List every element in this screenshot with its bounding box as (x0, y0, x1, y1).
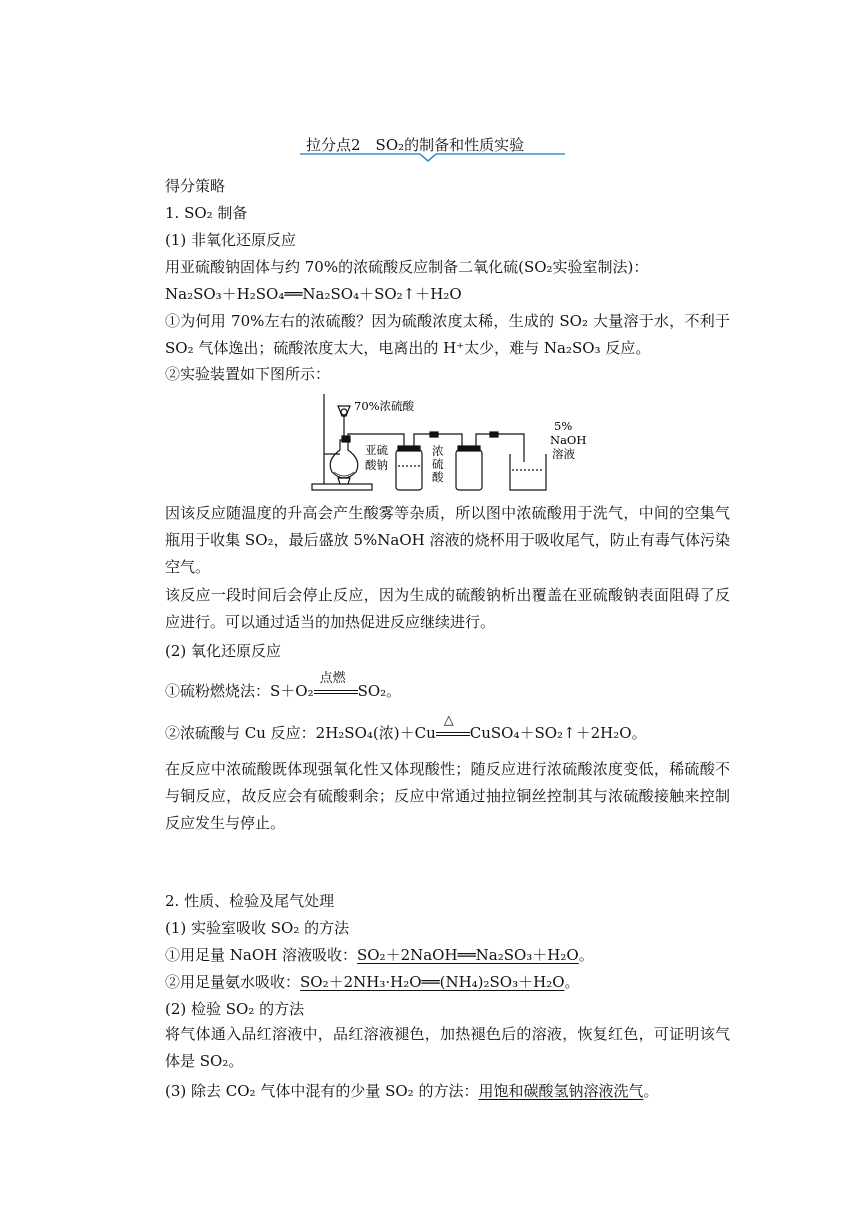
method1-prefix: ①用足量 NaOH 溶液吸收： (165, 946, 357, 964)
part1-paragraph2 (165, 582, 730, 636)
part2-heading: 2. 性质、检验及尾气处理 (165, 892, 335, 910)
label-naoh-1: 5% (554, 419, 573, 433)
reaction1-arrow (314, 671, 358, 702)
paragraph3-text: 在反应中浓硫酸既体现强氧化性又体现酸性；随反应进行浓硫酸浓度变低，稀硫酸不与铜反应，故反应会有硫酸剩余；反应中常通过抽拉铜丝控制其与浓硫酸接触来控制反应发生与停止。 (165, 760, 730, 832)
part1-paragraph3 (165, 756, 730, 837)
reaction1 (165, 671, 402, 702)
label-salt-2: 酸钠 (365, 458, 388, 472)
paragraph2-text: 该反应一段时间后会停止反应，因为生成的硫酸钠析出覆盖在亚硫酸钠表面阻碍了反应进行。可以通过适当的加热促进反应继续进行。 (165, 586, 730, 631)
method1 (165, 944, 594, 966)
part2-sub3-period: 。 (643, 1082, 659, 1100)
reaction2-condition: △ (443, 713, 454, 728)
reaction2-arrow (436, 713, 470, 744)
part1-paragraph1 (165, 500, 730, 581)
part2-sub3-answer: 用饱和碳酸氢钠溶液洗气 (478, 1082, 644, 1100)
label-conc-3: 酸 (432, 470, 444, 484)
question1-text: ①为何用 70%左右的浓硫酸？因为硫酸浓度太稀，生成的 SO₂ 大量溶于水，不利于 SO₂ 气体逸出；硫酸浓度太大，电离出的 H⁺太少，难与 Na₂SO₃ 反应。 (165, 312, 730, 357)
reaction2-equals-sign (436, 732, 470, 736)
method1-equation: SO₂＋2NaOH══Na₂SO₃＋H₂O (356, 946, 579, 964)
label-conc-1: 浓 (432, 444, 444, 458)
part2-sub3-prefix: (3) 除去 CO₂ 气体中混有的少量 SO₂ 的方法： (165, 1082, 479, 1100)
method2-prefix: ②用足量氨水吸收： (165, 973, 301, 991)
method2 (165, 971, 580, 993)
reaction1-prefix: ①硫粉燃烧法：S＋O₂ (165, 682, 314, 700)
method2-period: 。 (564, 973, 580, 991)
part2-sub3 (165, 1080, 659, 1102)
reaction2 (165, 713, 647, 744)
part2-paragraph-text: 将气体通入品红溶液中，品红溶液褪色，加热褪色后的溶液，恢复红色，可证明该气体是 SO₂。 (165, 1025, 730, 1070)
part2-paragraph (165, 1021, 730, 1075)
label-naoh-3: 溶液 (552, 447, 575, 461)
label-naoh-2: NaOH (550, 433, 587, 447)
paragraph1-text: 因该反应随温度的升高会产生酸雾等杂质，所以图中浓硫酸用于洗气，中间的空集气瓶用于收集 SO₂，最后盛放 5%NaOH 溶液的烧杯用于吸收尾气，防止有毒气体污染空气。 (165, 504, 730, 576)
part2-sub1-heading: (1) 实验室吸收 SO₂ 的方法 (165, 919, 350, 937)
reaction1-equals-sign (314, 690, 358, 694)
strategy-heading: 得分策略 (165, 177, 226, 195)
section-title-text: 拉分点2 SO₂的制备和性质实验 (306, 136, 525, 154)
apparatus-drawing (310, 392, 590, 496)
part1-heading: 1. SO₂ 制备 (165, 204, 248, 222)
part1-question1 (165, 308, 730, 362)
part1-question2: ②实验装置如下图所示： (165, 365, 331, 383)
apparatus-figure (310, 392, 590, 496)
reaction1-suffix: SO₂。 (357, 682, 402, 700)
section-title (300, 132, 570, 162)
title-underline-decoration (300, 152, 565, 162)
part1-intro: 用亚硫酸钠固体与约 70%的浓硫酸反应制备二氧化硫(SO₂实验室制法)： (165, 258, 649, 276)
reaction2-suffix: CuSO₄＋SO₂↑＋2H₂O。 (469, 724, 647, 742)
method2-equation: SO₂＋2NH₃·H₂O══(NH₄)₂SO₃＋H₂O (300, 973, 565, 991)
reaction2-prefix: ②浓硫酸与 Cu 反应：2H₂SO₄(浓)＋Cu (165, 724, 436, 742)
part2-sub2-heading: (2) 检验 SO₂ 的方法 (165, 1000, 305, 1018)
reaction1-condition: 点燃 (319, 671, 346, 686)
label-conc-2: 硫 (432, 457, 444, 471)
label-salt-1: 亚硫 (365, 443, 388, 457)
label-acid: 70%浓硫酸 (354, 399, 415, 413)
part1-sub2-heading: (2) 氧化还原反应 (165, 642, 282, 660)
part1-equation: Na₂SO₃＋H₂SO₄══Na₂SO₄＋SO₂↑＋H₂O (165, 285, 462, 303)
part1-sub1-heading: (1) 非氧化还原反应 (165, 231, 297, 249)
method1-period: 。 (578, 946, 594, 964)
